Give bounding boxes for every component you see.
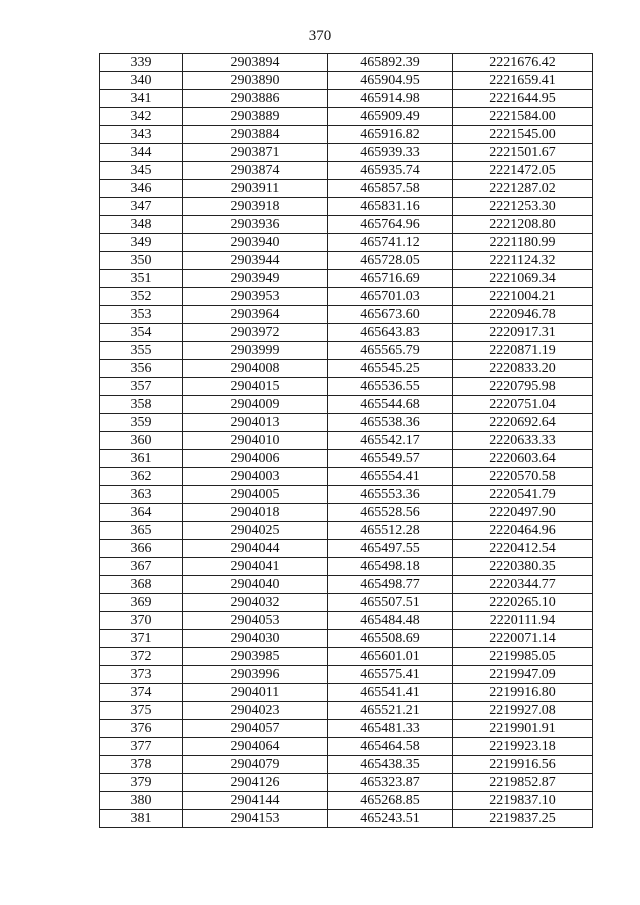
code-cell: 2904064	[183, 738, 328, 756]
y-coordinate-cell: 2219901.91	[453, 720, 593, 738]
table-row	[100, 270, 593, 288]
code-cell: 2904008	[183, 360, 328, 378]
table-row	[100, 810, 593, 828]
coordinates-table	[99, 53, 593, 828]
y-coordinate-cell: 2221545.00	[453, 126, 593, 144]
x-coordinate-cell: 465565.79	[328, 342, 453, 360]
y-coordinate-cell: 2221644.95	[453, 90, 593, 108]
x-coordinate-cell: 465575.41	[328, 666, 453, 684]
y-coordinate-cell: 2220833.20	[453, 360, 593, 378]
code-cell: 2903894	[183, 54, 328, 72]
point-number-cell: 346	[100, 180, 183, 198]
table-row	[100, 216, 593, 234]
code-cell: 2903940	[183, 234, 328, 252]
point-number-cell: 341	[100, 90, 183, 108]
code-cell: 2904044	[183, 540, 328, 558]
x-coordinate-cell: 465892.39	[328, 54, 453, 72]
point-number-cell: 373	[100, 666, 183, 684]
x-coordinate-cell: 465549.57	[328, 450, 453, 468]
code-cell: 2903911	[183, 180, 328, 198]
y-coordinate-cell: 2221584.00	[453, 108, 593, 126]
y-coordinate-cell: 2219947.09	[453, 666, 593, 684]
y-coordinate-cell: 2219985.05	[453, 648, 593, 666]
code-cell: 2904003	[183, 468, 328, 486]
table-row	[100, 126, 593, 144]
table-row	[100, 702, 593, 720]
code-cell: 2904053	[183, 612, 328, 630]
y-coordinate-cell: 2220344.77	[453, 576, 593, 594]
point-number-cell: 372	[100, 648, 183, 666]
table-row	[100, 792, 593, 810]
point-number-cell: 356	[100, 360, 183, 378]
y-coordinate-cell: 2220946.78	[453, 306, 593, 324]
code-cell: 2904025	[183, 522, 328, 540]
x-coordinate-cell: 465716.69	[328, 270, 453, 288]
point-number-cell: 371	[100, 630, 183, 648]
table-row	[100, 720, 593, 738]
table-row	[100, 162, 593, 180]
point-number-cell: 344	[100, 144, 183, 162]
point-number-cell: 349	[100, 234, 183, 252]
table-row	[100, 414, 593, 432]
point-number-cell: 343	[100, 126, 183, 144]
code-cell: 2903936	[183, 216, 328, 234]
point-number-cell: 351	[100, 270, 183, 288]
code-cell: 2904005	[183, 486, 328, 504]
x-coordinate-cell: 465909.49	[328, 108, 453, 126]
point-number-cell: 363	[100, 486, 183, 504]
x-coordinate-cell: 465498.77	[328, 576, 453, 594]
code-cell: 2903996	[183, 666, 328, 684]
x-coordinate-cell: 465538.36	[328, 414, 453, 432]
code-cell: 2903918	[183, 198, 328, 216]
y-coordinate-cell: 2219927.08	[453, 702, 593, 720]
code-cell: 2903871	[183, 144, 328, 162]
point-number-cell: 369	[100, 594, 183, 612]
point-number-cell: 353	[100, 306, 183, 324]
x-coordinate-cell: 465541.41	[328, 684, 453, 702]
table-row	[100, 252, 593, 270]
x-coordinate-cell: 465916.82	[328, 126, 453, 144]
code-cell: 2904015	[183, 378, 328, 396]
code-cell: 2904010	[183, 432, 328, 450]
code-cell: 2904032	[183, 594, 328, 612]
code-cell: 2903985	[183, 648, 328, 666]
table-row	[100, 594, 593, 612]
table-row	[100, 756, 593, 774]
table-row	[100, 324, 593, 342]
table-row	[100, 504, 593, 522]
y-coordinate-cell: 2221253.30	[453, 198, 593, 216]
x-coordinate-cell: 465542.17	[328, 432, 453, 450]
x-coordinate-cell: 465553.36	[328, 486, 453, 504]
code-cell: 2903999	[183, 342, 328, 360]
x-coordinate-cell: 465728.05	[328, 252, 453, 270]
point-number-cell: 380	[100, 792, 183, 810]
table-row	[100, 648, 593, 666]
y-coordinate-cell: 2219837.25	[453, 810, 593, 828]
y-coordinate-cell: 2221501.67	[453, 144, 593, 162]
y-coordinate-cell: 2220795.98	[453, 378, 593, 396]
x-coordinate-cell: 465521.21	[328, 702, 453, 720]
point-number-cell: 354	[100, 324, 183, 342]
y-coordinate-cell: 2219852.87	[453, 774, 593, 792]
x-coordinate-cell: 465497.55	[328, 540, 453, 558]
code-cell: 2903944	[183, 252, 328, 270]
x-coordinate-cell: 465464.58	[328, 738, 453, 756]
x-coordinate-cell: 465673.60	[328, 306, 453, 324]
table-row	[100, 468, 593, 486]
y-coordinate-cell: 2219837.10	[453, 792, 593, 810]
y-coordinate-cell: 2221069.34	[453, 270, 593, 288]
x-coordinate-cell: 465508.69	[328, 630, 453, 648]
point-number-cell: 381	[100, 810, 183, 828]
code-cell: 2904023	[183, 702, 328, 720]
y-coordinate-cell: 2220541.79	[453, 486, 593, 504]
code-cell: 2904126	[183, 774, 328, 792]
x-coordinate-cell: 465935.74	[328, 162, 453, 180]
table-row	[100, 54, 593, 72]
table-row	[100, 144, 593, 162]
code-cell: 2903953	[183, 288, 328, 306]
table-row	[100, 234, 593, 252]
y-coordinate-cell: 2220265.10	[453, 594, 593, 612]
point-number-cell: 357	[100, 378, 183, 396]
table-row	[100, 198, 593, 216]
code-cell: 2904018	[183, 504, 328, 522]
table-row	[100, 738, 593, 756]
x-coordinate-cell: 465701.03	[328, 288, 453, 306]
code-cell: 2903972	[183, 324, 328, 342]
point-number-cell: 352	[100, 288, 183, 306]
point-number-cell: 355	[100, 342, 183, 360]
y-coordinate-cell: 2220464.96	[453, 522, 593, 540]
y-coordinate-cell: 2219916.56	[453, 756, 593, 774]
table-row	[100, 576, 593, 594]
point-number-cell: 359	[100, 414, 183, 432]
y-coordinate-cell: 2220497.90	[453, 504, 593, 522]
y-coordinate-cell: 2220111.94	[453, 612, 593, 630]
code-cell: 2904153	[183, 810, 328, 828]
y-coordinate-cell: 2221287.02	[453, 180, 593, 198]
x-coordinate-cell: 465243.51	[328, 810, 453, 828]
code-cell: 2904011	[183, 684, 328, 702]
x-coordinate-cell: 465857.58	[328, 180, 453, 198]
x-coordinate-cell: 465438.35	[328, 756, 453, 774]
x-coordinate-cell: 465643.83	[328, 324, 453, 342]
code-cell: 2904009	[183, 396, 328, 414]
table-row	[100, 666, 593, 684]
table-row	[100, 540, 593, 558]
coordinates-table-body	[100, 54, 593, 828]
table-row	[100, 558, 593, 576]
point-number-cell: 367	[100, 558, 183, 576]
point-number-cell: 362	[100, 468, 183, 486]
table-row	[100, 72, 593, 90]
x-coordinate-cell: 465323.87	[328, 774, 453, 792]
table-row	[100, 180, 593, 198]
point-number-cell: 342	[100, 108, 183, 126]
point-number-cell: 358	[100, 396, 183, 414]
table-row	[100, 486, 593, 504]
y-coordinate-cell: 2221472.05	[453, 162, 593, 180]
point-number-cell: 379	[100, 774, 183, 792]
table-row	[100, 450, 593, 468]
point-number-cell: 361	[100, 450, 183, 468]
point-number-cell: 376	[100, 720, 183, 738]
x-coordinate-cell: 465512.28	[328, 522, 453, 540]
x-coordinate-cell: 465498.18	[328, 558, 453, 576]
y-coordinate-cell: 2221180.99	[453, 234, 593, 252]
y-coordinate-cell: 2220603.64	[453, 450, 593, 468]
code-cell: 2903889	[183, 108, 328, 126]
y-coordinate-cell: 2221676.42	[453, 54, 593, 72]
table-row	[100, 432, 593, 450]
code-cell: 2903886	[183, 90, 328, 108]
y-coordinate-cell: 2219923.18	[453, 738, 593, 756]
x-coordinate-cell: 465741.12	[328, 234, 453, 252]
x-coordinate-cell: 465554.41	[328, 468, 453, 486]
x-coordinate-cell: 465764.96	[328, 216, 453, 234]
y-coordinate-cell: 2220570.58	[453, 468, 593, 486]
page-number: 370	[308, 28, 332, 44]
x-coordinate-cell: 465904.95	[328, 72, 453, 90]
x-coordinate-cell: 465831.16	[328, 198, 453, 216]
point-number-cell: 360	[100, 432, 183, 450]
x-coordinate-cell: 465484.48	[328, 612, 453, 630]
code-cell: 2904079	[183, 756, 328, 774]
table-row	[100, 342, 593, 360]
point-number-cell: 378	[100, 756, 183, 774]
table-row	[100, 378, 593, 396]
point-number-cell: 370	[100, 612, 183, 630]
y-coordinate-cell: 2221208.80	[453, 216, 593, 234]
table-row	[100, 774, 593, 792]
y-coordinate-cell: 2221004.21	[453, 288, 593, 306]
point-number-cell: 339	[100, 54, 183, 72]
x-coordinate-cell: 465268.85	[328, 792, 453, 810]
point-number-cell: 366	[100, 540, 183, 558]
table-row	[100, 360, 593, 378]
table-row	[100, 306, 593, 324]
table-row	[100, 630, 593, 648]
point-number-cell: 377	[100, 738, 183, 756]
code-cell: 2903884	[183, 126, 328, 144]
point-number-cell: 365	[100, 522, 183, 540]
point-number-cell: 364	[100, 504, 183, 522]
y-coordinate-cell: 2220380.35	[453, 558, 593, 576]
code-cell: 2903949	[183, 270, 328, 288]
table-row	[100, 288, 593, 306]
x-coordinate-cell: 465545.25	[328, 360, 453, 378]
table-row	[100, 90, 593, 108]
y-coordinate-cell: 2220692.64	[453, 414, 593, 432]
code-cell: 2903964	[183, 306, 328, 324]
code-cell: 2903890	[183, 72, 328, 90]
table-row	[100, 522, 593, 540]
code-cell: 2903874	[183, 162, 328, 180]
point-number-cell: 374	[100, 684, 183, 702]
code-cell: 2904144	[183, 792, 328, 810]
x-coordinate-cell: 465481.33	[328, 720, 453, 738]
code-cell: 2904040	[183, 576, 328, 594]
x-coordinate-cell: 465601.01	[328, 648, 453, 666]
y-coordinate-cell: 2220412.54	[453, 540, 593, 558]
point-number-cell: 348	[100, 216, 183, 234]
code-cell: 2904006	[183, 450, 328, 468]
x-coordinate-cell: 465536.55	[328, 378, 453, 396]
y-coordinate-cell: 2221124.32	[453, 252, 593, 270]
table-row	[100, 684, 593, 702]
table-row	[100, 612, 593, 630]
point-number-cell: 368	[100, 576, 183, 594]
x-coordinate-cell: 465939.33	[328, 144, 453, 162]
y-coordinate-cell: 2220071.14	[453, 630, 593, 648]
y-coordinate-cell: 2221659.41	[453, 72, 593, 90]
code-cell: 2904041	[183, 558, 328, 576]
code-cell: 2904030	[183, 630, 328, 648]
table-row	[100, 108, 593, 126]
point-number-cell: 345	[100, 162, 183, 180]
point-number-cell: 340	[100, 72, 183, 90]
table-row	[100, 396, 593, 414]
point-number-cell: 375	[100, 702, 183, 720]
y-coordinate-cell: 2220917.31	[453, 324, 593, 342]
y-coordinate-cell: 2220633.33	[453, 432, 593, 450]
x-coordinate-cell: 465914.98	[328, 90, 453, 108]
x-coordinate-cell: 465507.51	[328, 594, 453, 612]
x-coordinate-cell: 465544.68	[328, 396, 453, 414]
point-number-cell: 350	[100, 252, 183, 270]
x-coordinate-cell: 465528.56	[328, 504, 453, 522]
code-cell: 2904057	[183, 720, 328, 738]
y-coordinate-cell: 2219916.80	[453, 684, 593, 702]
y-coordinate-cell: 2220871.19	[453, 342, 593, 360]
y-coordinate-cell: 2220751.04	[453, 396, 593, 414]
point-number-cell: 347	[100, 198, 183, 216]
code-cell: 2904013	[183, 414, 328, 432]
